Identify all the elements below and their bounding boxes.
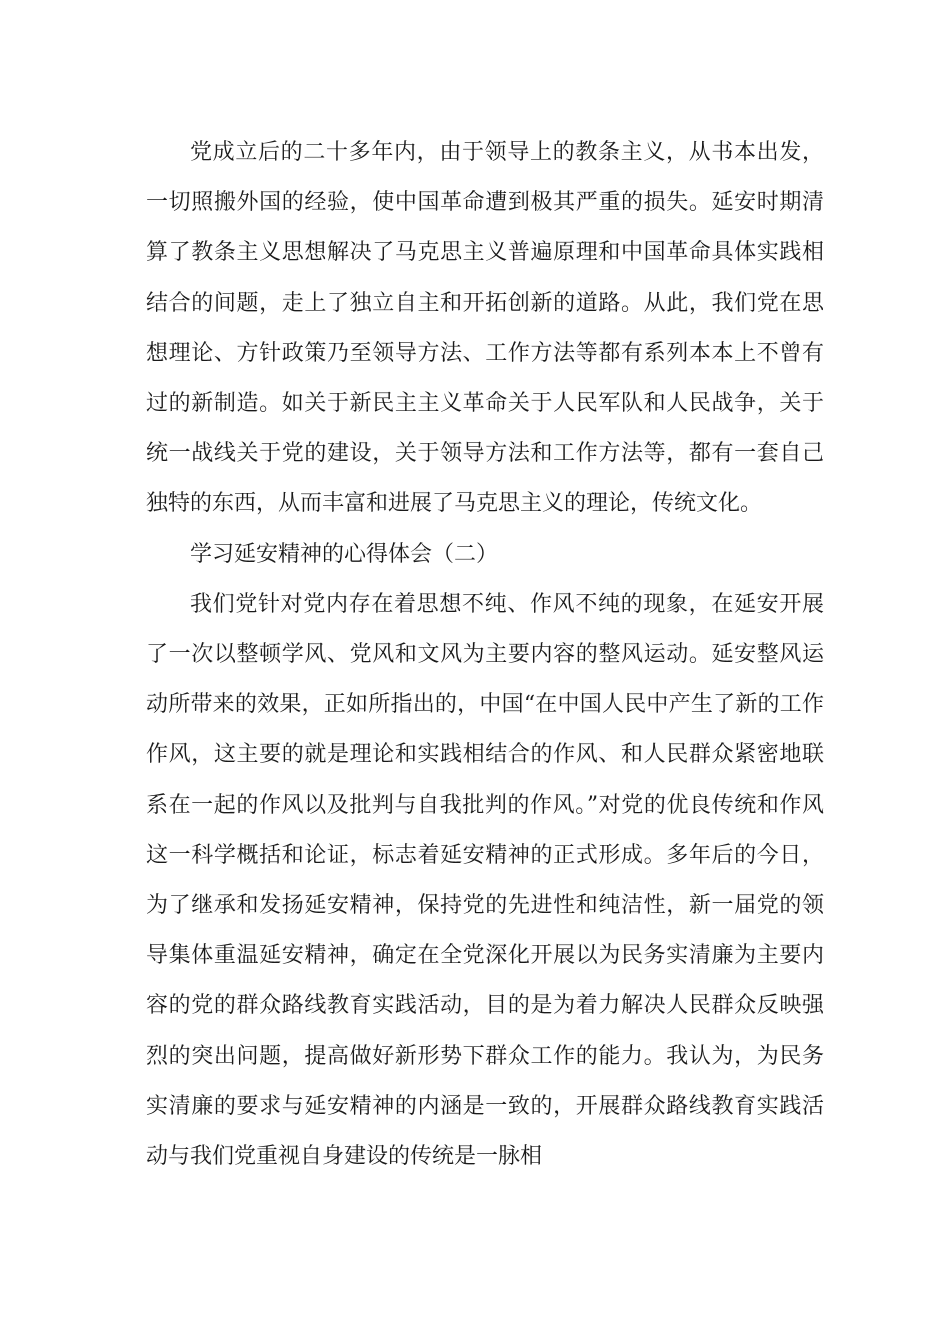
paragraph-2: 我们党针对党内存在着思想不纯、作风不纯的现象，在延安开展了一次以整顿学风、党风和文风为主要内容的整风运动。延安整风运动所带来的效果，正如所指出的，中国“在中国人民中产生了新的工作作风，这主要的就是理论和实践相结合的作风、和人民群众紧密地联系在一起的作风以及批判与自我批判的作风。”对党的优良传统和作风这一科学概括和论证，标志着延安精神的正式形成。多年后的今日，为了继承和发扬延安精神，保持党的先进性和纯洁性，新一届党的领导集体重温延安精神，确定在全党深化开展以为民务实清廉为主要内容的党的群众路线教育实践活动，目的是为着力解决人民群众反映强烈的突出问题，提高做好新形势下群众工作的能力。我认为，为民务实清廉的要求与延安精神的内涵是一致的，开展群众路线教育实践活动与我们党重视自身建设的传统是一脉相 xyxy=(146,591,824,1170)
paragraph-1: 党成立后的二十多年内，由于领导上的教条主义，从书本出发，一切照搬外国的经验，使中国革命遭到极其严重的损失。延安时期清算了教条主义思想解决了马克思主义普遍原理和中国革命具体实践相结合的间题，走上了独立自主和开拓创新的道路。从此，我们党在思想理论、方针政策乃至领导方法、工作方法等都有系列本本上不曾有过的新制造。如关于新民主主义革命关于人民军队和人民战争，关于统一战线关于党的建设，关于领导方法和工作方法等，都有一套自己独特的东西，从而丰富和进展了马克思主义的理论，传统文化。 xyxy=(146,140,824,517)
document-body xyxy=(146,128,824,1182)
section-heading: 学习延安精神的心得体会（二） xyxy=(190,541,499,567)
